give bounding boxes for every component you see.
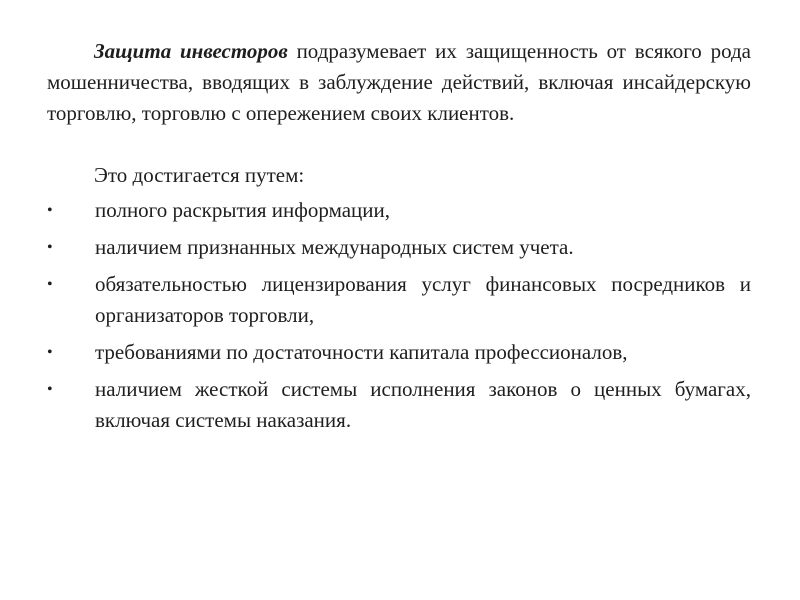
intro-term: Защита инвесторов: [94, 39, 288, 63]
bullet-icon: •: [47, 202, 53, 219]
list-item: [47, 337, 751, 368]
bullet-icon: •: [47, 344, 53, 361]
bullet-list: [47, 195, 751, 436]
list-item-text: обязательностью лицензирования услуг финансовых посредников и организаторов торговли,: [95, 272, 751, 327]
intro-paragraph: [47, 36, 751, 129]
list-item: [47, 232, 751, 263]
list-item: [47, 374, 751, 436]
list-item-text: наличием признанных международных систем учета.: [95, 235, 574, 259]
list-item-text: требованиями по достаточности капитала профессионалов,: [95, 340, 628, 364]
slide-content: [47, 36, 751, 442]
list-item: [47, 269, 751, 331]
intro-text: подразумевает их защищенность от всякого рода мошенничества, вводящих в заблуждение действий, включая инсайдерскую торговлю, торговлю с опережением своих клиентов.: [47, 39, 751, 125]
list-item-text: полного раскрытия информации,: [95, 198, 390, 222]
lead-text: Это достигается путем:: [94, 163, 305, 187]
bullet-icon: •: [47, 239, 53, 256]
bullet-icon: •: [47, 276, 53, 293]
list-item-text: наличием жесткой системы исполнения законов о ценных бумагах, включая системы наказания.: [95, 377, 751, 432]
bullet-icon: •: [47, 381, 53, 398]
list-item: [47, 195, 751, 226]
